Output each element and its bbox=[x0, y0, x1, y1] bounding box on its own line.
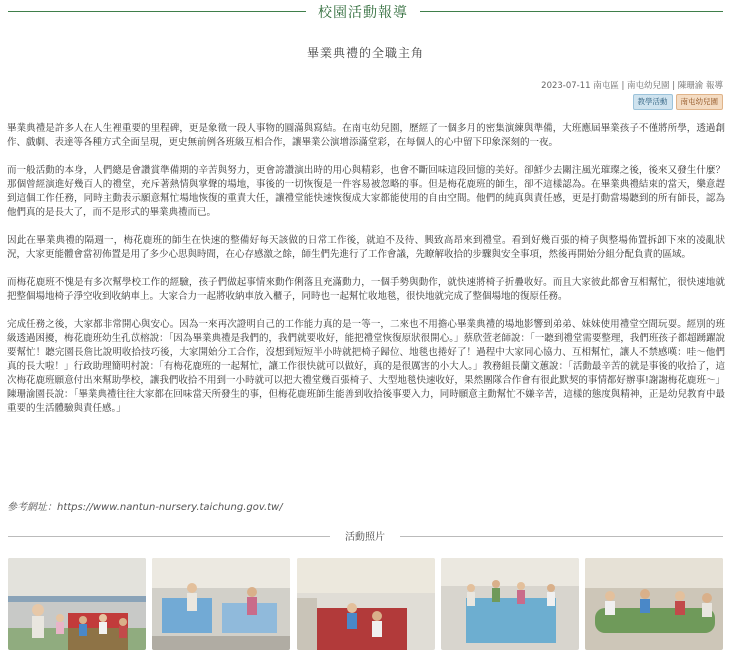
reference-line bbox=[7, 498, 283, 513]
photo-thumbnail[interactable] bbox=[152, 558, 290, 650]
photos-rule-right bbox=[400, 536, 723, 537]
paragraph: 而梅花鹿班不愧是有多次幫學校工作的經驗，孩子們做起事情來動作俐落且充滿動力，一個手勢與動作，就快速將椅子折疊收好。而且大家彼此都會互相幫忙，很快速地就把整個場地椅子淨空收到收納車上。大家合力一起將收納車放入櫃子，同時也一起幫忙收地毯，很快地就完成了整個場地的復原任務。 bbox=[7, 277, 725, 302]
photos-rule-left bbox=[8, 536, 330, 537]
tag-list bbox=[633, 94, 724, 110]
reference-link[interactable]: https://www.nantun-nursery.taichung.gov.tw/ bbox=[57, 502, 283, 513]
paragraph: 完成任務之後，大家都非常開心與安心。因為一來再次證明自己的工作能力真的是一等一，二來也不用擔心畢業典禮的場地影響到弟弟、妹妹使用禮堂空間玩耍。經別的班級透過困擾，梅花鹿班幼生孔苡榕說：「因為畢業典禮是我們的，我們就要收好，能把禮堂恢復原狀很開心。」蔡欣萱老師說：「一聽到禮堂需要整理，我們班孩子都超踴躍說要幫忙！聽完園長詹比說明收拾技巧後，大家開始分工合作，沒想到短短半小時就把椅子歸位、地毯也捲好了！過程中大家同心協力、互相幫忙，讓人不禁感嘆：哇～他們真的長大啦！」行政助理簡明村說：「有梅花鹿班的一起幫忙，讓工作很快就可以做好，真的是很厲害的小大人。」教務組長蘭文蕙說：「活動最辛苦的就是事後的收拾了，這次梅花鹿班願意付出來幫助學校，讓我們收拾不用到一小時就可以把大禮堂幾百張椅子、大型地毯快速收好，果然團隊合作會有很此默契的事情都好辦事!謝謝梅花鹿班～」陳珊渝園長說：「畢業典禮往往大家都在回味當天所發生的事，但梅花鹿班師生能善到收拾後事要入力，同時願意主動幫忙不嫌辛苦，這樣的態度與精神，正是幼兒教育中最重要的生活體驗與責任感。」 bbox=[7, 319, 725, 414]
photo-thumbnail[interactable] bbox=[297, 558, 435, 650]
paragraph: 畢業典禮是許多人在人生裡重要的里程碑，更是象徵一段人事物的圓滿與寫結。在南屯幼兒園，歷經了一個多月的密集演練與準備，大班應屆畢業孩子不僅將所學，透過創作、戲劇、表達等各種方式全面呈現，更史無前例各班級互相合作，讓畢業公演增添滿堂彩，在每個人的心中留下印象深刻的一夜。 bbox=[7, 123, 725, 148]
photo-thumbnail[interactable] bbox=[441, 558, 579, 650]
header-rule-right bbox=[420, 11, 723, 12]
photo-thumbnail[interactable] bbox=[8, 558, 146, 650]
section-title: 校園活動報導 bbox=[318, 5, 408, 21]
photos-title: 活動照片 bbox=[345, 532, 385, 543]
reference-label: 參考網址： bbox=[7, 502, 57, 513]
photo-gallery bbox=[8, 558, 723, 650]
article-meta: 2023-07-11 南屯區 | 南屯幼兒園 | 陳珊渝 報導 bbox=[541, 81, 723, 91]
header-rule-left bbox=[8, 11, 306, 12]
tag-kindergarten[interactable]: 南屯幼兒園 bbox=[676, 94, 724, 110]
article-body bbox=[7, 122, 725, 430]
article-title: 畢業典禮的全職主角 bbox=[306, 46, 424, 60]
paragraph: 而一般活動的本身，人們總是會讚賞準備期的辛苦與努力，更會誇讚演出時的用心與精彩，也會不斷回味這段回憶的美好。卻鮮少去關注風光璀璨之後，後來又發生什麼？那個曾經演進好幾百人的禮堂，充斥著熱情與掌聲的場地，事後的一切恢復是一件容易被忽略的事。但是梅花鹿班的師生，卻不這樣認為。在畢業典禮結束的當天，樂意趕到這個工作任務，同時主動表示願意幫忙場地恢復的重責大任，讓禮堂能快速恢復成大家都能使用的自由空間。他們的純真與責任感，更是打動當場聽到的所有師長，認為他們真的是長大了，而不是形式的畢業典禮而已。 bbox=[7, 165, 725, 218]
paragraph: 因此在畢業典禮的隔週一，梅花鹿班的師生在快速的整備好每天該做的日常工作後，就迫不及待、興致高昂來到禮堂。看到好幾百張的椅子與整場佈置拆卸下來的凌亂狀況，大家更能體會當初佈置是用了多少心思與時間，在心存感激之餘，師生們先進行了工作會議，先瞭解收拾的步驟與安全事項，然後再開始分組分配負責的區域。 bbox=[7, 235, 725, 260]
photos-header bbox=[8, 528, 723, 544]
section-header bbox=[8, 0, 723, 22]
tag-teaching-activity[interactable]: 教學活動 bbox=[633, 94, 673, 110]
photo-thumbnail[interactable] bbox=[585, 558, 723, 650]
